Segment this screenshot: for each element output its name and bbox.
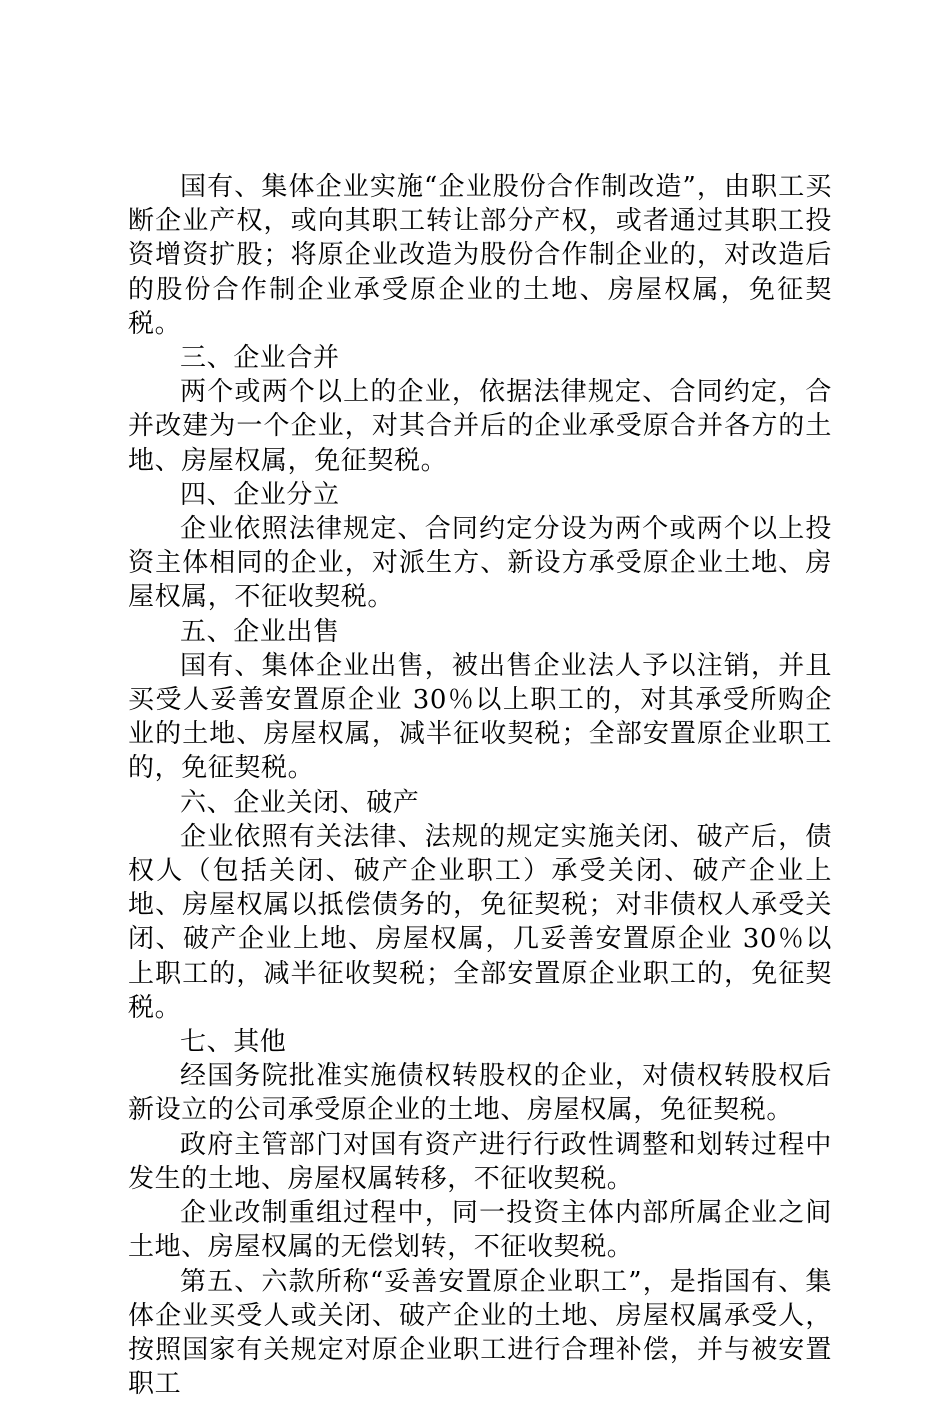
paragraph-employee-placement-definition: 第五、六款所称“妥善安置原企业职工”，是指国有、集体企业买受人或关闭、破产企业的土地、房屋权属承受人，按照国家有关规定对原企业职工进行合理补偿，并与被安置职工 (128, 1265, 832, 1401)
document-body (128, 170, 832, 1401)
section-heading-other: 七、其他 (128, 1025, 832, 1059)
section-heading-closure-bankruptcy: 六、企业关闭、破产 (128, 786, 832, 820)
paragraph-merger: 两个或两个以上的企业，依据法律规定、合同约定，合并改建为一个企业，对其合并后的企业承受原合并各方的土地、房屋权属，免征契税。 (128, 375, 832, 478)
paragraph-debt-to-equity: 经国务院批准实施债权转股权的企业，对债权转股权后新设立的公司承受原企业的土地、房屋权属，免征契税。 (128, 1059, 832, 1127)
section-heading-division: 四、企业分立 (128, 478, 832, 512)
paragraph-sale: 国有、集体企业出售，被出售企业法人予以注销，并且买受人妥善安置原企业 30％以上职工的，对其承受所购企业的土地、房屋权属，减半征收契税；全部安置原企业职工的，免征契税。 (128, 649, 832, 786)
paragraph-share-cooperative-reform: 国有、集体企业实施“企业股份合作制改造”，由职工买断企业产权，或向其职工转让部分产权，或者通过其职工投资增资扩股；将原企业改造为股份合作制企业的，对改造后的股份合作制企业承受原企业的土地、房屋权属，免征契税。 (128, 170, 832, 341)
paragraph-division: 企业依照法律规定、合同约定分设为两个或两个以上投资主体相同的企业，对派生方、新设方承受原企业土地、房屋权属，不征收契税。 (128, 512, 832, 615)
paragraph-state-asset-transfer: 政府主管部门对国有资产进行行政性调整和划转过程中发生的土地、房屋权属转移，不征收契税。 (128, 1128, 832, 1196)
paragraph-closure-bankruptcy: 企业依照有关法律、法规的规定实施关闭、破产后，债权人（包括关闭、破产企业职工）承受关闭、破产企业上地、房屋权属以抵偿债务的，免征契税；对非债权人承受关闭、破产企业上地、房屋权属，几妥善安置原企业 30％以上职工的，减半征收契税；全部安置原企业职工的，免征契税。 (128, 820, 832, 1025)
section-heading-sale: 五、企业出售 (128, 615, 832, 649)
paragraph-internal-transfer: 企业改制重组过程中，同一投资主体内部所属企业之间土地、房屋权属的无偿划转，不征收契税。 (128, 1196, 832, 1264)
section-heading-merger: 三、企业合并 (128, 341, 832, 375)
